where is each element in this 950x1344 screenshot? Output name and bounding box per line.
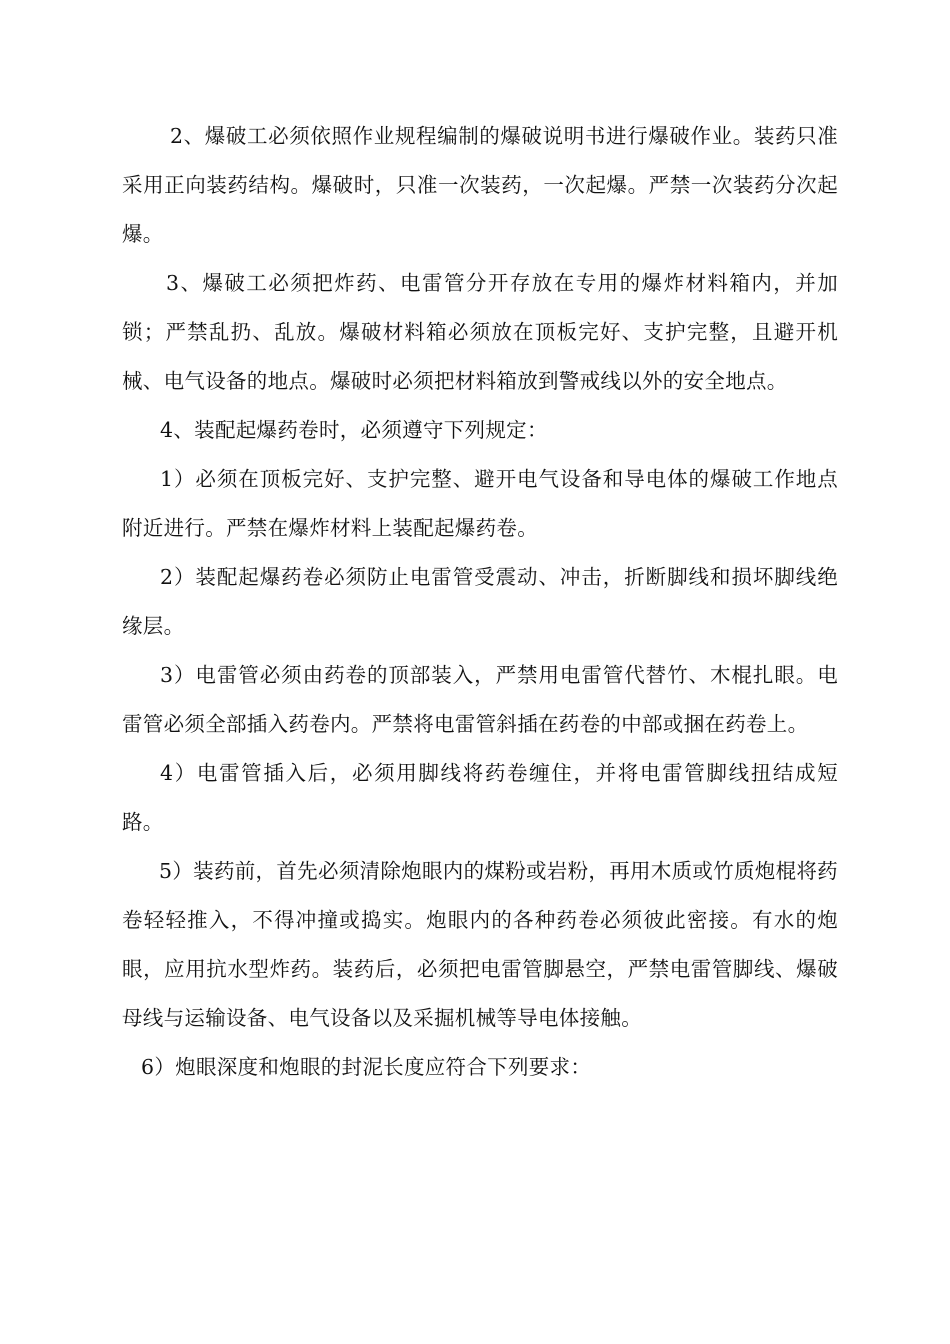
paragraph-subitem-1: 1）必须在顶板完好、支护完整、避开电气设备和导电体的爆破工作地点附近进行。严禁在爆炸材料上装配起爆药卷。 xyxy=(122,467,838,540)
paragraph-subitem-2: 2）装配起爆药卷必须防止电雷管受震动、冲击，折断脚线和损坏脚线绝缘层。 xyxy=(122,565,838,638)
paragraph-item-4: 4、装配起爆药卷时，必须遵守下列规定： xyxy=(160,418,548,442)
paragraph-subitem-6: 6）炮眼深度和炮眼的封泥长度应符合下列要求： xyxy=(141,1055,592,1079)
paragraph-item-3: 3、爆破工必须把炸药、电雷管分开存放在专用的爆炸材料箱内，并加锁；严禁乱扔、乱放。爆破材料箱必须放在顶板完好、支护完整，且避开机械、电气设备的地点。爆破时必须把材料箱放到警戒线以外的安全地点。 xyxy=(122,271,838,393)
document-body xyxy=(122,112,838,1092)
paragraph-subitem-4: 4）电雷管插入后，必须用脚线将药卷缠住，并将电雷管脚线扭结成短路。 xyxy=(122,761,838,834)
paragraph-subitem-3: 3）电雷管必须由药卷的顶部装入，严禁用电雷管代替竹、木棍扎眼。电雷管必须全部插入药卷内。严禁将电雷管斜插在药卷的中部或捆在药卷上。 xyxy=(122,663,838,736)
paragraph-subitem-5: 5）装药前，首先必须清除炮眼内的煤粉或岩粉，再用木质或竹质炮棍将药卷轻轻推入，不得冲撞或捣实。炮眼内的各种药卷必须彼此密接。有水的炮眼，应用抗水型炸药。装药后，必须把电雷管脚悬空，严禁电雷管脚线、爆破母线与运输设备、电气设备以及采掘机械等导电体接触。 xyxy=(122,859,838,1030)
paragraph-item-2: 2、爆破工必须依照作业规程编制的爆破说明书进行爆破作业。装药只准采用正向装药结构。爆破时，只准一次装药，一次起爆。严禁一次装药分次起爆。 xyxy=(122,124,838,246)
